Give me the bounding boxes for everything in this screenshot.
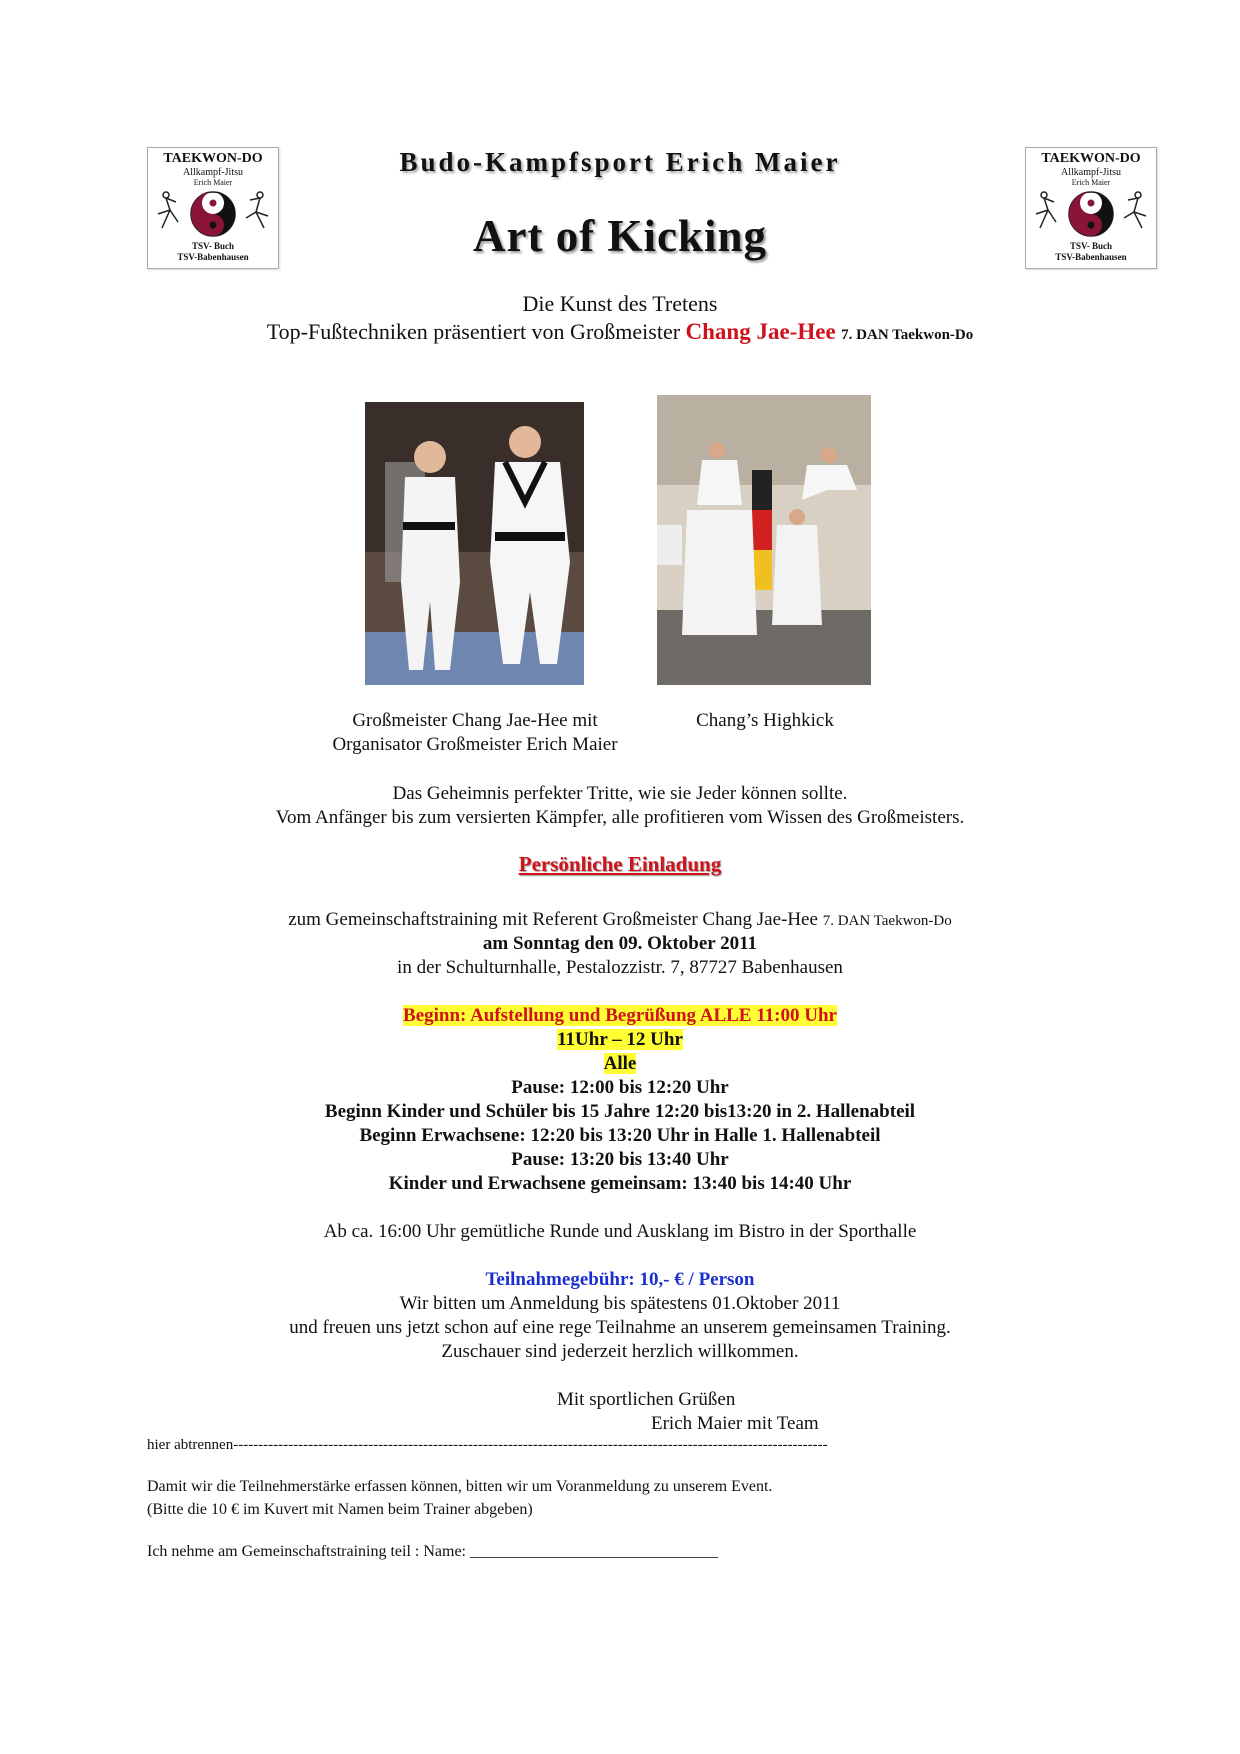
subtitle-line-1: Die Kunst des Tretens — [522, 291, 718, 316]
invitation-line-1 — [0, 908, 1240, 934]
logo-line-4: TSV- Buch — [1069, 241, 1113, 251]
fee-line-2: und freuen uns jetzt schon auf eine rege Teilnahme an unserem gemeinsamen Training. — [289, 1317, 951, 1338]
master-name: Chang Jae-Hee — [685, 319, 836, 344]
cutoff-note-2: (Bitte die 10 € im Kuvert mit Namen beim Trainer abgeben) — [147, 1501, 533, 1518]
invitation-heading: Persönliche Einladung — [518, 852, 722, 876]
cutoff-note-1: Damit wir die Teilnehmerstärke erfassen können, bitten wir um Voranmeldung zu unserem Event. — [147, 1478, 773, 1495]
closing-signature: Erich Maier mit Team — [651, 1413, 819, 1434]
page-title: Art of Kicking — [473, 211, 767, 261]
subtitle-line-2 — [0, 319, 1240, 345]
intro-line-1: Das Geheimnis perfekter Tritte, wie sie Jeder können sollte. — [392, 783, 848, 804]
event-date: am Sonntag den 09. Oktober 2011 — [482, 933, 758, 954]
schedule-kids: Beginn Kinder und Schüler bis 15 Jahre 12:20 bis13:20 in 2. Hallenabteil — [324, 1101, 916, 1122]
schedule-pause-2: Pause: 13:20 bis 13:40 Uhr — [511, 1149, 729, 1170]
fee-line-3: Zuschauer sind jederzeit herzlich willkommen. — [441, 1341, 799, 1362]
invitation-rank: 7. DAN Taekwon-Do — [822, 913, 952, 929]
schedule-start-wrapper — [0, 1004, 1240, 1028]
fee-text: Teilnahmegebühr: 10,- € / Person — [485, 1269, 755, 1290]
caption-left-line-1: Großmeister Chang Jae-Hee mit — [352, 710, 598, 731]
master-rank: 7. DAN Taekwon-Do — [841, 327, 974, 343]
schedule-adults: Beginn Erwachsene: 12:20 bis 13:20 Uhr in Halle 1. Hallenabteil — [359, 1125, 881, 1146]
logo-line-1: TAEKWON-DO — [163, 151, 263, 166]
invitation-line-1-text: zum Gemeinschaftstraining mit Referent Großmeister Chang Jae-Hee — [288, 909, 823, 930]
fee-line-1: Wir bitten um Anmeldung bis spätestens 01.Oktober 2011 — [399, 1293, 841, 1314]
logo-line-2: Allkampf-Jitsu — [183, 167, 243, 178]
photo-masters — [365, 402, 584, 685]
schedule-slot1-wrapper — [0, 1028, 1240, 1052]
logo-line-2: Allkampf-Jitsu — [1061, 167, 1121, 178]
logo-line-1: TAEKWON-DO — [1041, 151, 1141, 166]
schedule-together: Kinder und Erwachsene gemeinsam: 13:40 bis 14:40 Uhr — [388, 1173, 852, 1194]
logo-line-3: Erich Maier — [1071, 178, 1111, 187]
schedule-slot1-group-wrapper — [0, 1052, 1240, 1076]
logo-line-3: Erich Maier — [193, 178, 233, 187]
subtitle-prefix: Top-Fußtechniken präsentiert von Großmeister — [266, 319, 686, 344]
photo-caption-right: Chang’s Highkick — [696, 710, 834, 731]
logo-line-5: TSV-Babenhausen — [177, 252, 249, 262]
page-title-wrapper — [0, 210, 1240, 262]
schedule-slot-1-group: Alle — [603, 1053, 637, 1074]
intro-line-2: Vom Anfänger bis zum versierten Kämpfer, alle profitieren vom Wissen des Großmeisters. — [275, 807, 965, 828]
organization-name: Budo-Kampfsport Erich Maier — [399, 147, 841, 177]
cutoff-line: hier abtrennen----------------------------------------------------------------------------------------------------------------------- — [147, 1437, 828, 1453]
invitation-heading-wrapper — [0, 852, 1240, 877]
schedule-pause-1: Pause: 12:00 bis 12:20 Uhr — [511, 1077, 729, 1098]
logo-line-5: TSV-Babenhausen — [1055, 252, 1127, 262]
schedule-slot-1: 11Uhr – 12 Uhr — [557, 1029, 683, 1050]
logo-line-4: TSV- Buch — [191, 241, 235, 251]
afterwards-text: Ab ca. 16:00 Uhr gemütliche Runde und Ausklang im Bistro in der Sporthalle — [323, 1221, 917, 1242]
caption-left-line-2: Organisator Großmeister Erich Maier — [332, 734, 618, 755]
registration-form-line[interactable]: Ich nehme am Gemeinschaftstraining teil : Name: _______________________________ — [147, 1543, 718, 1560]
closing-greeting: Mit sportlichen Grüßen — [557, 1389, 736, 1410]
event-location: in der Schulturnhalle, Pestalozzistr. 7, 87727 Babenhausen — [397, 957, 843, 978]
schedule-start: Beginn: Aufstellung und Begrüßung ALLE 11:00 Uhr — [403, 1005, 837, 1026]
photo-highkick — [657, 395, 871, 685]
